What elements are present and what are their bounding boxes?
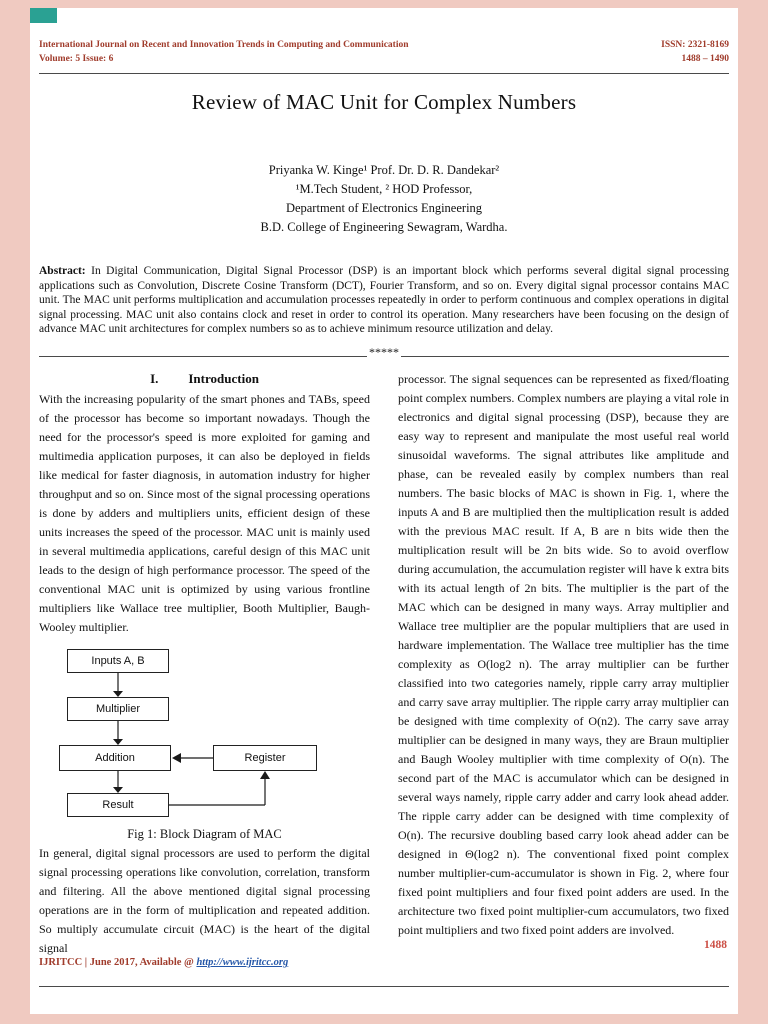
diagram-box-multiplier: Multiplier (67, 697, 169, 721)
journal-header (39, 38, 729, 66)
intro-paragraph-1: With the increasing popularity of the smart phones and TABs, speed of the processor has become so important nowadays. Though the need for the processor's speed is more exploited for gaming and multimedia application purposes, it can also be deployed in fields like medical for faster diagnosis, in automation industry for higher throughput and so on. Since most of the signal processing operations is done by adders and multipliers units, efficient design of these units increases the speed of the processor. MAC unit is mainly used in several multimedia applications, careful design of this MAC unit leads to the design of high performance processor. The speed of the conventional MAC unit is optimized by using various frontline multipliers like Wallace tree multiplier, Booth Multiplier, Baugh-Wooley multiplier. (39, 391, 370, 634)
figure-caption: Fig 1: Block Diagram of MAC (127, 826, 282, 841)
author-affiliation-1: ¹M.Tech Student, ² HOD Professor, (295, 182, 473, 196)
author-block (39, 161, 729, 237)
author-names: Priyanka W. Kinge¹ Prof. Dr. D. R. Dandekar² (268, 163, 500, 177)
author-affiliation-2: Department of Electronics Engineering (285, 201, 483, 215)
intro-paragraph-2: In general, digital signal processors are used to perform the digital signal processing operations like convolution, correlation, transform and filtering. All the above mentioned digital signal processing operations are in the form of multiplication and repeated addition. So multiply accumulate circuit (MAC) is the heart of the digital signal (39, 845, 370, 955)
separator-stars: ***** (369, 344, 399, 359)
journal-name: International Journal on Recent and Innovation Trends in Computing and Communication (39, 40, 409, 50)
left-column (39, 369, 370, 958)
separator-line (39, 348, 367, 357)
journal-issn: ISSN: 2321-8169 (661, 40, 729, 50)
page-content (30, 8, 738, 1014)
abstract-label: Abstract: (39, 265, 86, 277)
two-column-body (39, 369, 729, 958)
section-title: Introduction (188, 370, 259, 386)
separator-line (401, 348, 729, 357)
figure-block-diagram (51, 649, 331, 819)
section-heading-introduction (39, 369, 370, 389)
header-rule (39, 70, 729, 74)
author-affiliation-3: B.D. College of Engineering Sewagram, Wardha. (260, 220, 508, 234)
section-separator (39, 344, 729, 359)
intro-paragraph-3: processor. The signal sequences can be represented as fixed/floating point complex numbers. Complex numbers are playing a vital role in electronics and digital signal processing (DSP), because they are easy way to represent and manipulate the most useful real world sinusoidal waveforms. The signal attributes like amplitude and phase, can be revealed easily by complex numbers than real numbers. The basic blocks of MAC is shown in Fig. 1, where the inputs A and B are multiplied then the multiplication result is added with the previous MAC result. If A, B are n bits wide then the multiplication result will be 2n bits wide. So to avoid overflow during accumulation, the accumulation register will have k extra bits with its actual length of 2n bits. The multiplier is the part of the MAC which can be designed in many ways. Array multiplier and Wallace tree multiplier are the popular multipliers that are used in hardware implementation. The Wallace tree multiplier has the time complexity as O(log2 n). The array multiplier can be further classified into two categories namely, ripple carry array multiplier and carry save array multiplier. The ripple carry array multiplier can be designed with time complexity of O(n2). The carry save array multiplier can be designed in many ways, they are Braun multiplier and Baugh Wooley multiplier with time complexity of O(n). The second part of the MAC is accumulator which can be designed in several ways namely, ripple carry adder and carry look ahead adder. The ripple carry adder can be designed with time complexity of O(n). The recursive doubling based carry look ahead adder can be designed in Θ(log2 n). The conventional fixed point complex number multiplier-cum-accumulator is shown in Fig. 2, where four fixed point multipliers and four fixed point adders are used. In the architecture two fixed point multiplier-cum accumulators, two fixed point multipliers and two fixed point adders are involved. (398, 371, 729, 937)
journal-volume-issue: Volume: 5 Issue: 6 (39, 54, 114, 64)
footer-text: IJRITCC | June 2017, Available @ (39, 957, 197, 968)
abstract-text: In Digital Communication, Digital Signal Processor (DSP) is an important block which performs several digital signal processing applications such as Convolution, Discrete Cosine Transform (DCT), Fourier Transform, and so on. Every digital signal processor contains MAC unit. The MAC unit performs multiplication and accumulation processes repeatedly in order to perform continuous and complex operations in digital signal processing. MAC unit also contains clock and reset in order to control its operation. Many researchers have been focusing on the design of advance MAC unit architectures for complex numbers so as to achieve minimum resource utilization and delay. (39, 265, 730, 335)
paper-title: Review of MAC Unit for Complex Numbers (191, 90, 577, 114)
abstract (39, 264, 729, 337)
footer-rule (39, 986, 729, 987)
paper-page (30, 8, 738, 1014)
journal-header-right (661, 38, 729, 66)
right-column (398, 369, 729, 940)
footer (39, 957, 288, 968)
diagram-box-addition: Addition (59, 745, 171, 771)
diagram-box-register: Register (213, 745, 317, 771)
footer-link[interactable]: http://www.ijritcc.org (196, 957, 289, 968)
page-number: 1488 (704, 939, 727, 951)
diagram-box-inputs: Inputs A, B (67, 649, 169, 673)
journal-page-range: 1488 – 1490 (681, 54, 729, 64)
diagram-box-result: Result (67, 793, 169, 817)
journal-header-left (39, 38, 409, 66)
section-numeral: I. (150, 370, 159, 386)
